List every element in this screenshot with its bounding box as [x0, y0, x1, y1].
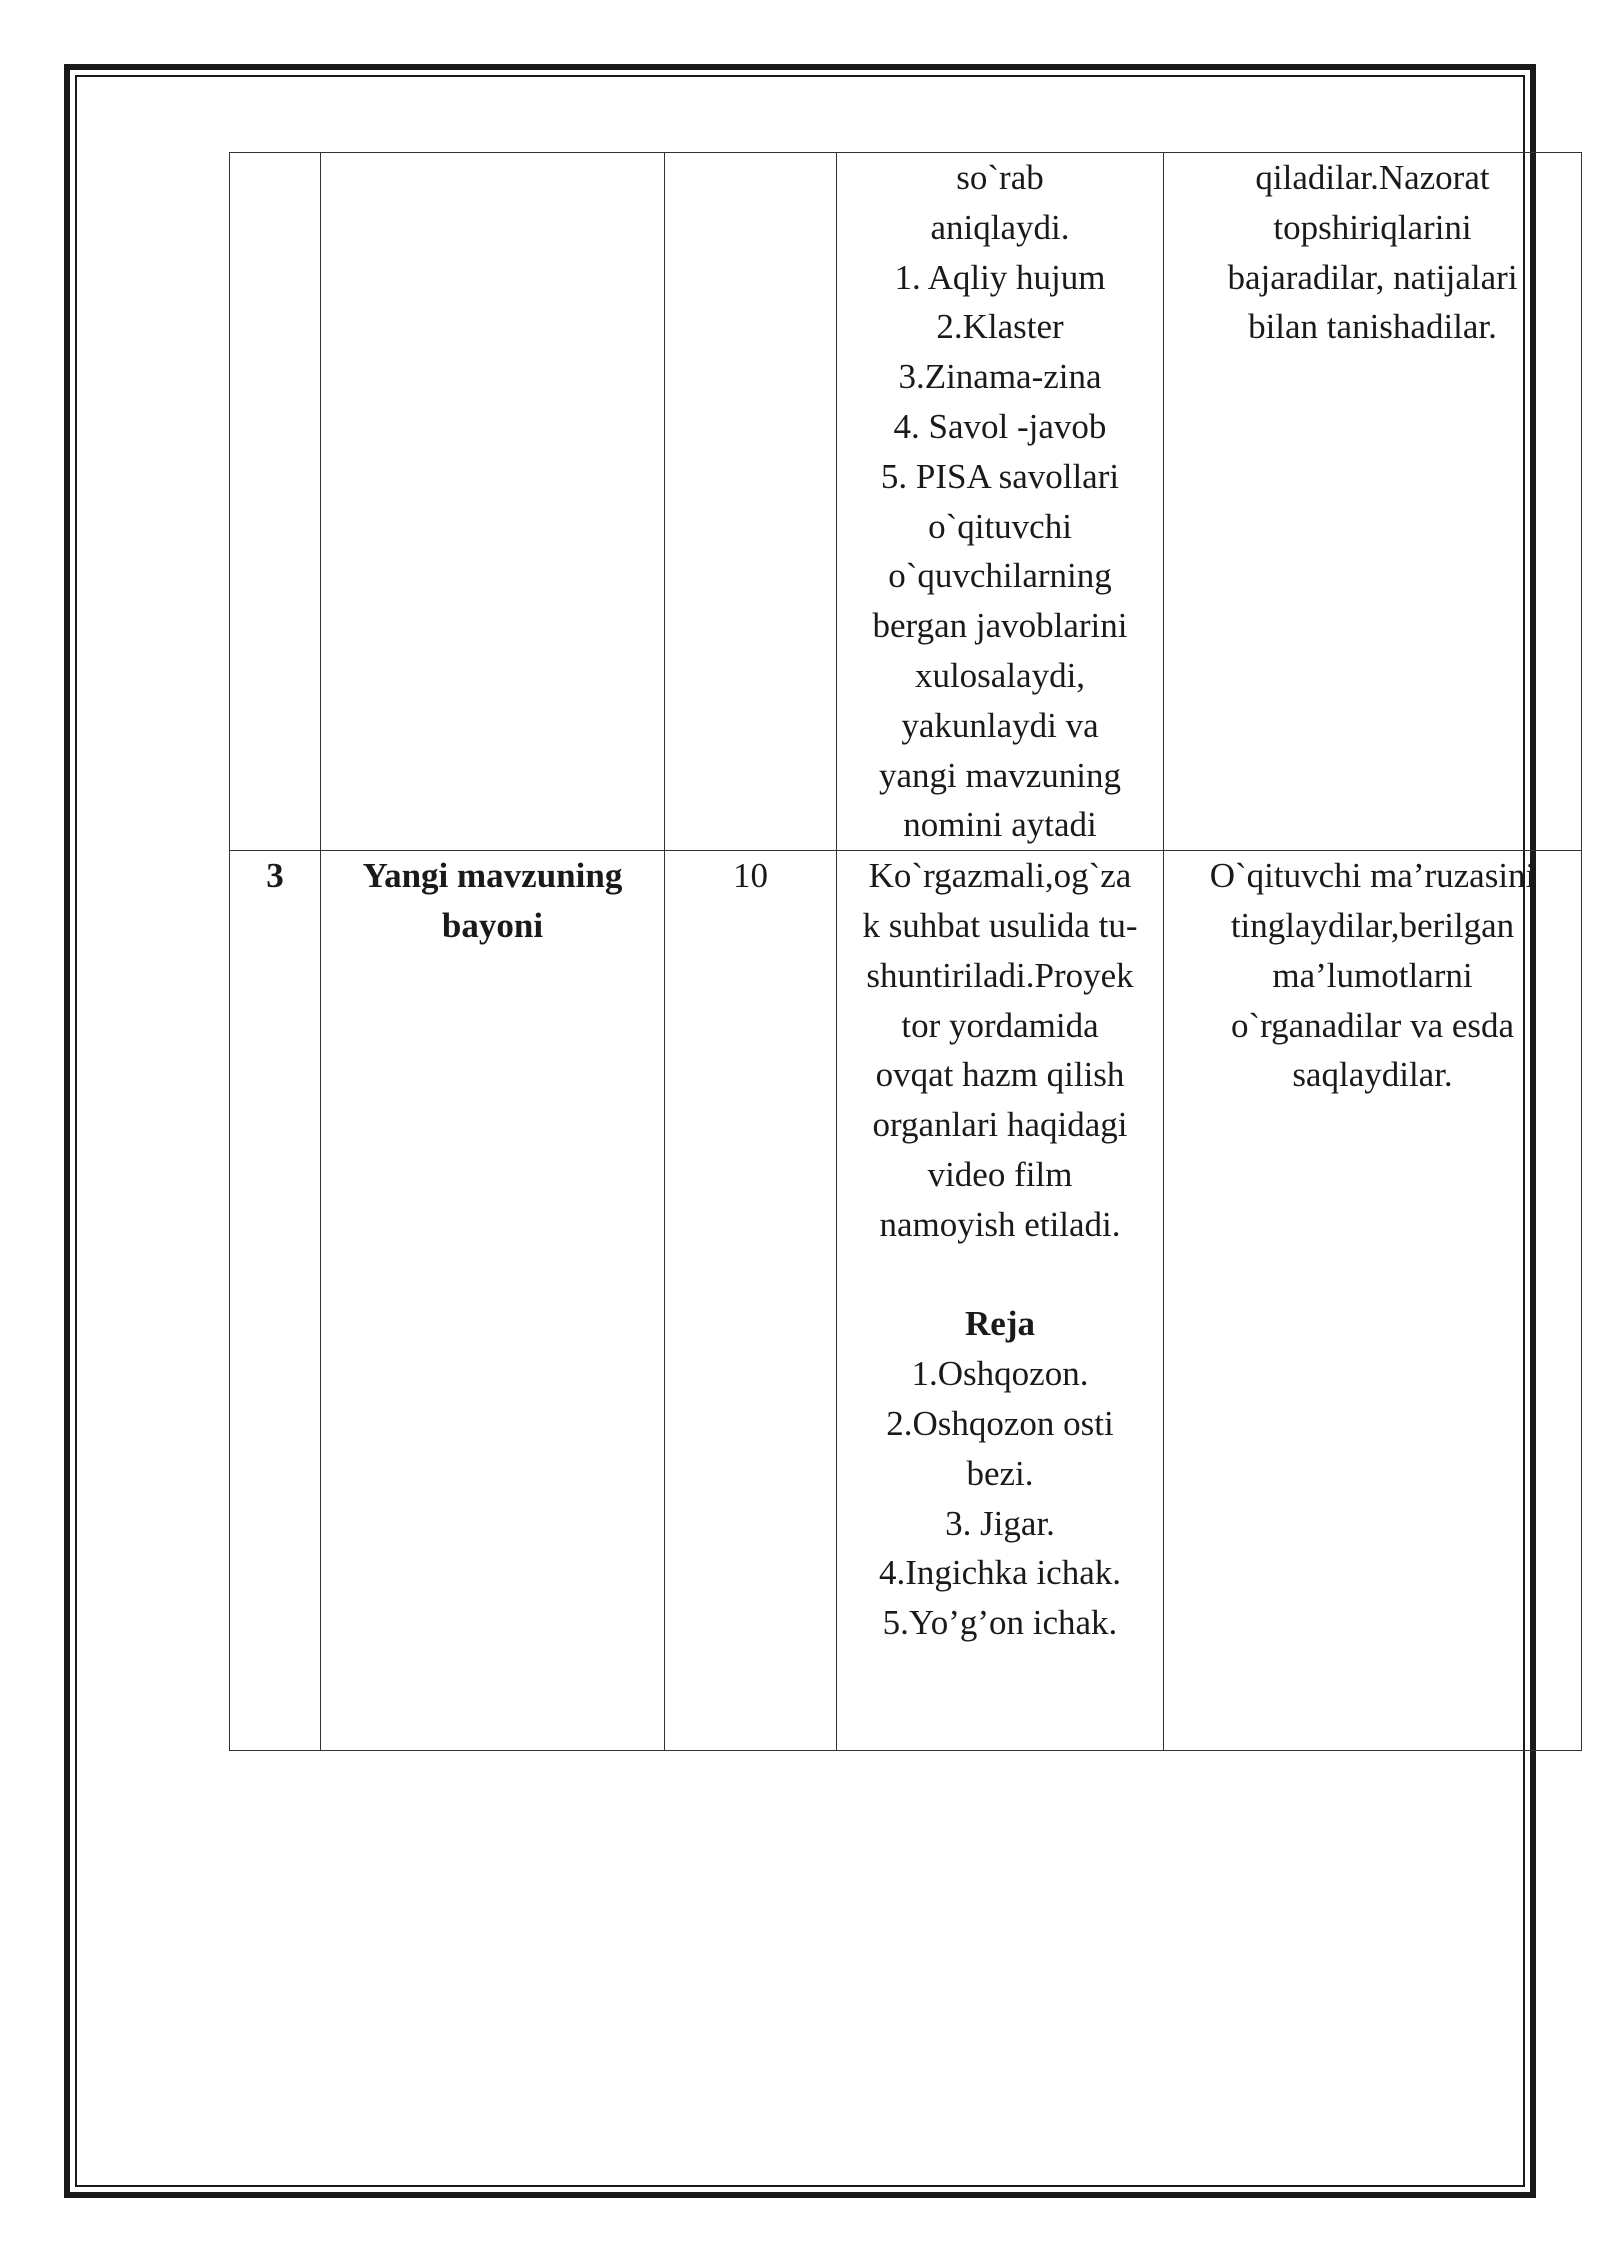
plan-title: Reja: [965, 1304, 1035, 1344]
student-text-line: tinglaydilar,berilgan: [1230, 905, 1515, 945]
teacher-text-line: ovqat hazm qilish: [875, 1055, 1125, 1095]
time-cell: 10: [665, 851, 837, 1751]
student-text-line: o`rganadilar va esda: [1230, 1005, 1515, 1045]
teacher-text-line: 2.Klaster: [936, 307, 1064, 347]
teacher-text-line: 1. Aqliy hujum: [894, 257, 1106, 297]
plan-item: bezi.: [966, 1453, 1034, 1493]
student-text-line: bajaradilar, natijalari: [1227, 257, 1518, 297]
teacher-text-line: tor yordamida: [901, 1005, 1099, 1045]
plan-item: 3. Jigar.: [945, 1503, 1055, 1543]
student-text-line: topshiriqlarini: [1273, 207, 1472, 247]
teacher-text-line: yakunlaydi va: [901, 705, 1099, 745]
student-text-line: saqlaydilar.: [1292, 1055, 1453, 1095]
stage-text-line: bayoni: [441, 905, 544, 945]
teacher-text-line: k suhbat usulida tu-: [862, 905, 1138, 945]
teacher-text-line: nomini aytadi: [903, 805, 1097, 845]
teacher-text-line: 3.Zinama-zina: [898, 357, 1102, 397]
stage-text-line: Yangi mavzuning: [362, 856, 623, 896]
teacher-text-line: 4. Savol -javob: [893, 406, 1107, 446]
lesson-plan-table: [229, 152, 1582, 1751]
student-text-line: bilan tanishadilar.: [1248, 307, 1497, 347]
teacher-activity-cell: [837, 153, 1164, 851]
student-text-line: ma’lumotlarni: [1272, 955, 1473, 995]
table-row: [230, 851, 1582, 1751]
student-activity-cell: [1164, 851, 1582, 1751]
teacher-text-line: o`qituvchi: [928, 506, 1072, 546]
blank-line: [847, 1250, 1153, 1300]
row-number-cell: [230, 153, 321, 851]
teacher-text-line: bergan javoblarini: [872, 606, 1128, 646]
row-number-cell: 3: [230, 851, 321, 1751]
plan-item: 2.Oshqozon osti: [886, 1403, 1114, 1443]
plan-item: 1.Oshqozon.: [911, 1354, 1089, 1394]
plan-item: 4.Ingichka ichak.: [879, 1553, 1121, 1593]
teacher-activity-cell: [837, 851, 1164, 1751]
student-text-line: qiladilar.Nazorat: [1255, 158, 1490, 197]
stage-cell: [321, 851, 665, 1751]
teacher-text-line: namoyish etiladi.: [879, 1204, 1121, 1244]
stage-cell: [321, 153, 665, 851]
table-row: [230, 153, 1582, 851]
student-activity-cell: [1164, 153, 1582, 851]
plan-item: 5.Yo’g’on ichak.: [882, 1603, 1118, 1643]
teacher-text-line: shuntiriladi.Proyek: [866, 955, 1134, 995]
teacher-text-line: video film: [927, 1154, 1073, 1194]
teacher-text-line: organlari haqidagi: [872, 1105, 1128, 1145]
teacher-text-line: so`rab: [956, 158, 1044, 197]
time-cell: [665, 153, 837, 851]
teacher-text-line: Ko`rgazmali,og`za: [868, 856, 1132, 896]
teacher-text-line: o`quvchilarning: [888, 556, 1112, 596]
teacher-text-line: 5. PISA savollari: [880, 456, 1120, 496]
teacher-text-line: xulosalaydi,: [914, 655, 1086, 695]
teacher-text-line: yangi mavzuning: [878, 755, 1122, 795]
teacher-text-line: aniqlaydi.: [930, 207, 1070, 247]
student-text-line: O`qituvchi ma’ruzasini: [1209, 856, 1536, 896]
